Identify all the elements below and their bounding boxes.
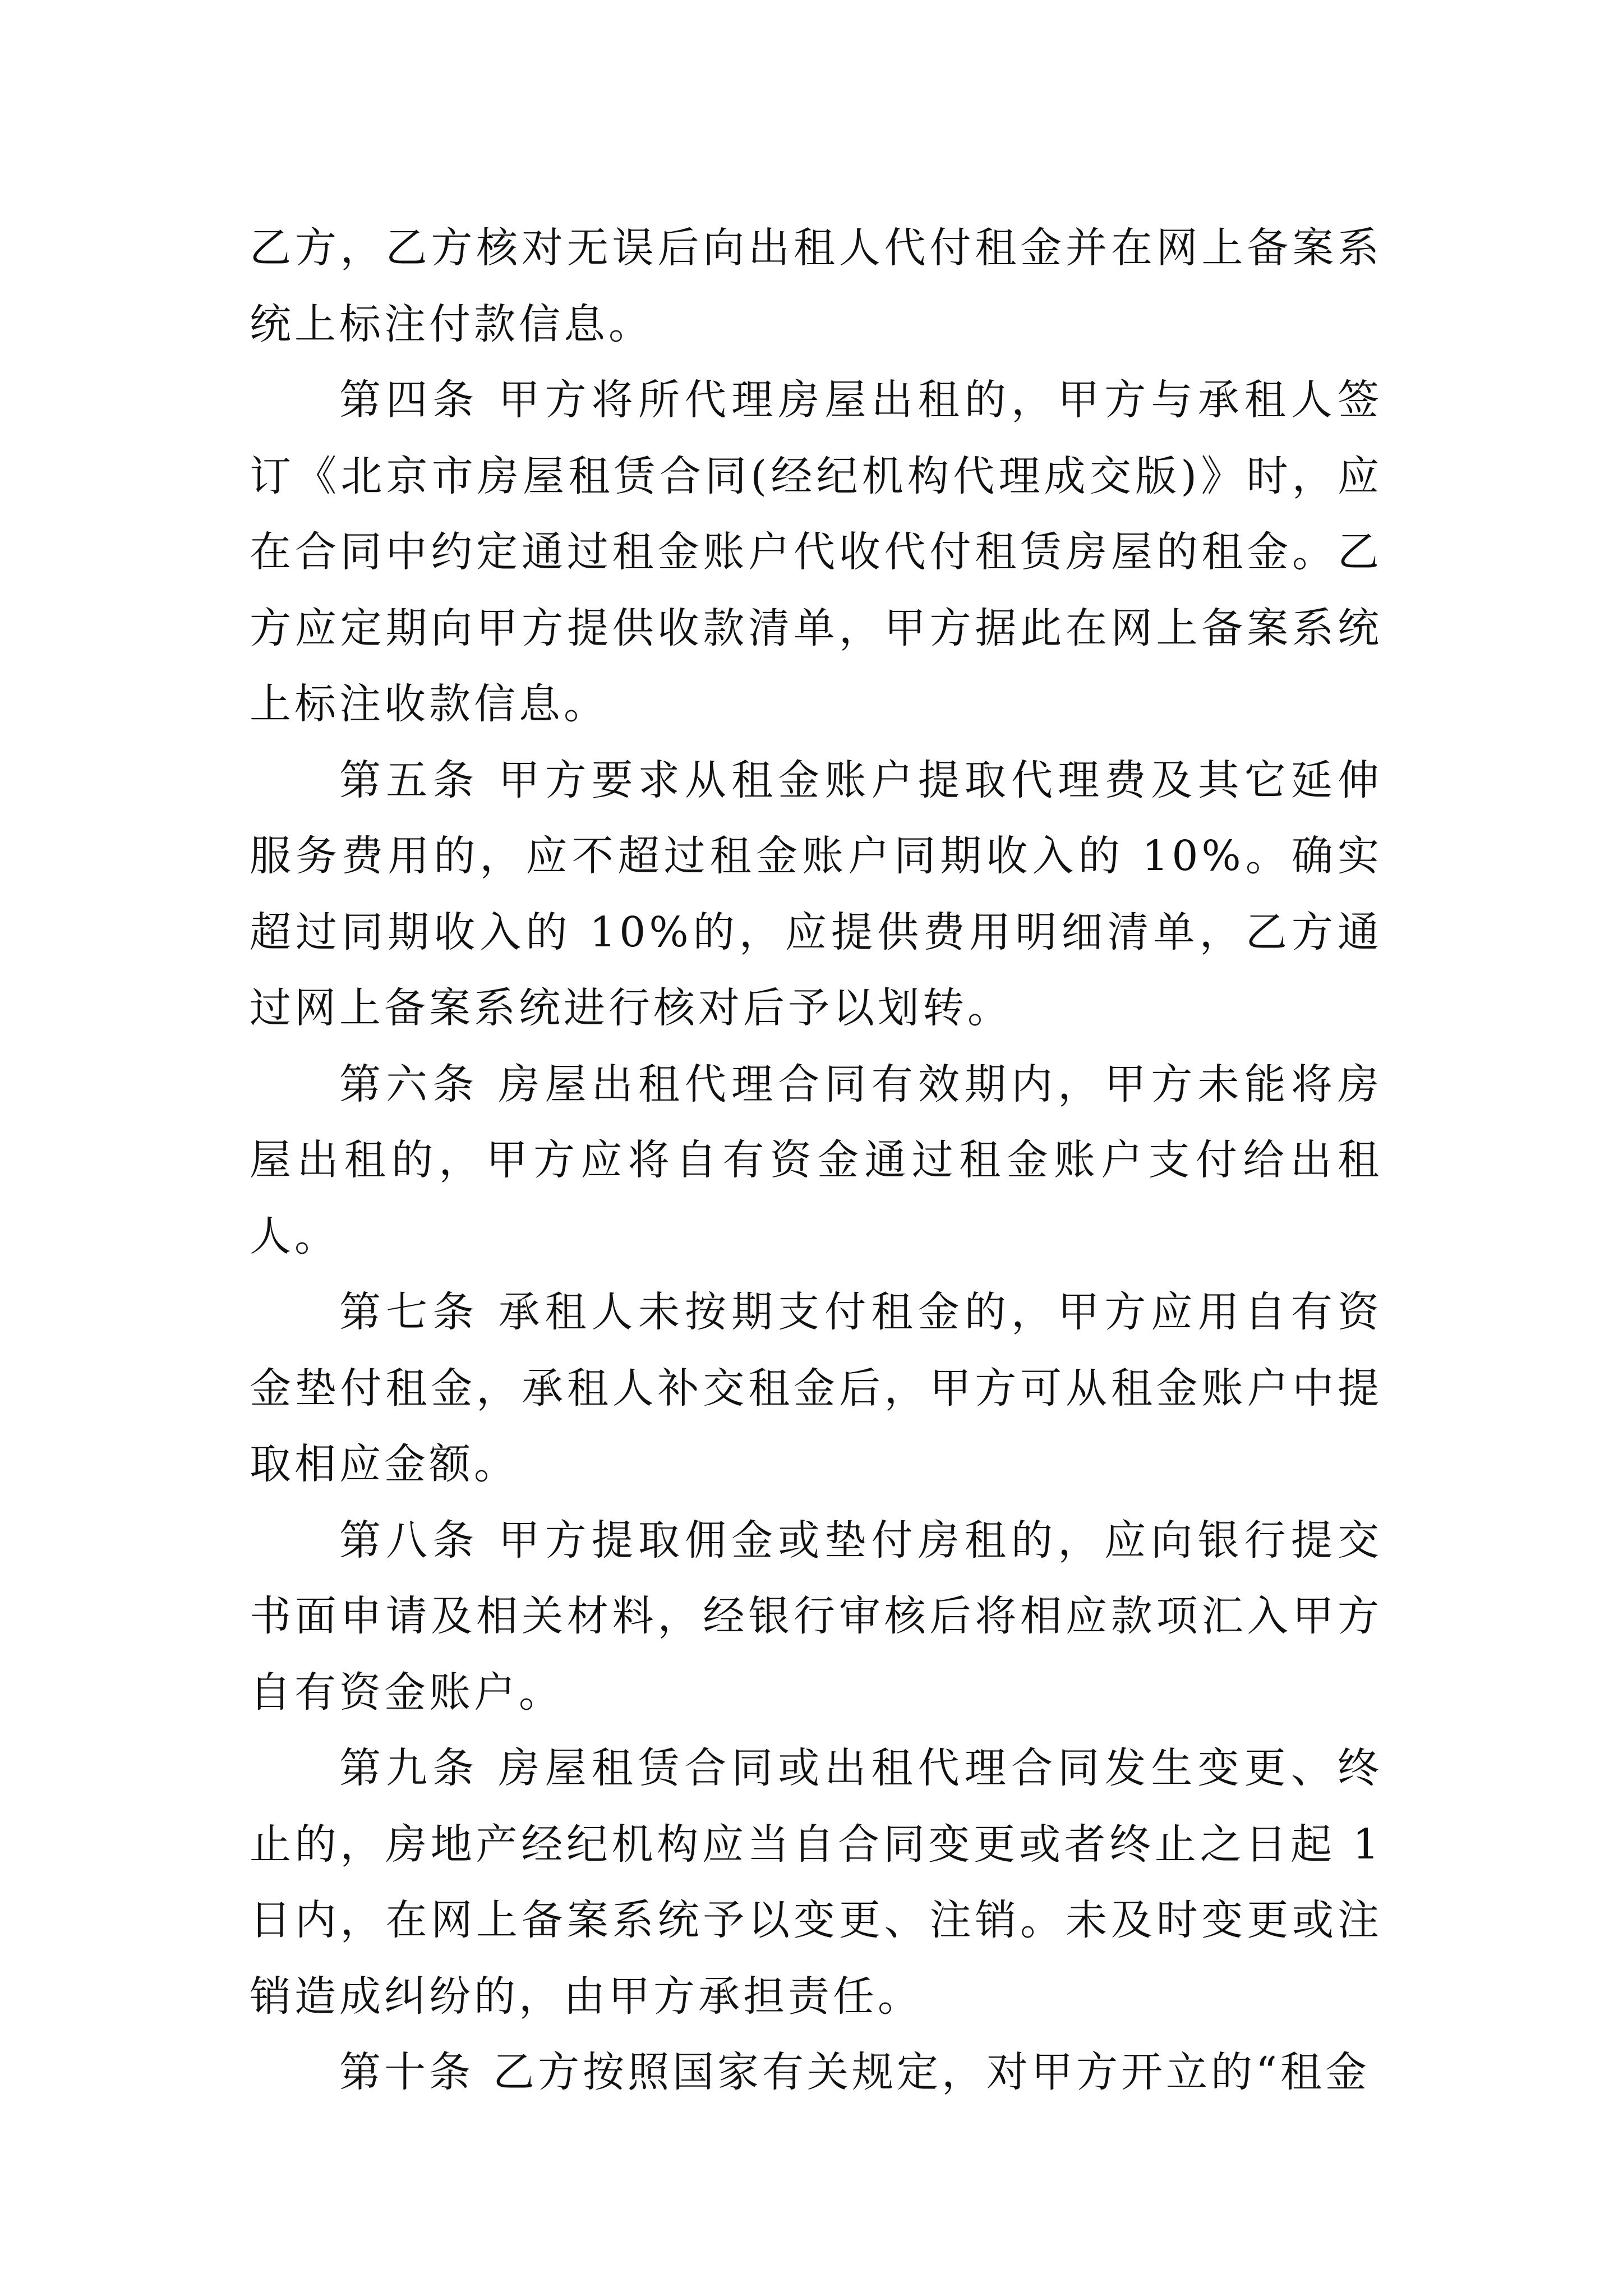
paragraph-text: 乙方，乙方核对无误后向出租人代付租金并在网上备案系统上标注付款信息。 xyxy=(250,224,1382,348)
article-9-paragraph xyxy=(250,1731,1382,2035)
paragraph-text: 房屋出租代理合同有效期内，甲方未能将房屋出租的，甲方应将自有资金通过租金账户支付给出租人。 xyxy=(250,1060,1383,1260)
article-7-paragraph xyxy=(250,1274,1382,1503)
paragraph-text: 房屋租赁合同或出租代理合同发生变更、终止的，房地产经纪机构应当自合同变更或者终止之日起 1 日内，在网上备案系统予以变更、注销。未及时变更或注销造成纠纷的，由甲方承担责任。 xyxy=(250,1744,1383,2021)
paragraph-continuation xyxy=(250,210,1382,362)
paragraph-text: 承租人未按期支付租金的，甲方应用自有资金垫付租金，承租人补交租金后，甲方可从租金账户中提取相应金额。 xyxy=(250,1288,1383,1488)
article-number: 第十条 xyxy=(339,2048,474,2096)
article-4-paragraph xyxy=(250,362,1382,743)
article-8-paragraph xyxy=(250,1503,1382,1731)
article-number: 第七条 xyxy=(339,1288,479,1336)
article-number: 第八条 xyxy=(339,1516,479,1565)
article-6-paragraph xyxy=(250,1047,1382,1275)
paragraph-text: 乙方按照国家有关规定，对甲方开立的“租金 xyxy=(493,2048,1370,2096)
document-body xyxy=(250,210,1382,2111)
paragraph-text: 甲方要求从租金账户提取代理费及其它延伸服务费用的，应不超过租金账户同期收入的 10%。确实超过同期收入的 10%的，应提供费用明细清单，乙方通过网上备案系统进行核对后予以划转。 xyxy=(250,756,1383,1032)
article-10-paragraph xyxy=(250,2035,1382,2111)
article-number: 第六条 xyxy=(339,1060,479,1108)
article-number: 第四条 xyxy=(339,376,479,424)
paragraph-text: 甲方提取佣金或垫付房租的，应向银行提交书面申请及相关材料，经银行审核后将相应款项汇入甲方自有资金账户。 xyxy=(250,1516,1383,1717)
article-5-paragraph xyxy=(250,743,1382,1047)
paragraph-text: 甲方将所代理房屋出租的，甲方与承租人签订《北京市房屋租赁合同(经纪机构代理成交版)》时，应在合同中约定通过租金账户代收代付租赁房屋的租金。乙方应定期向甲方提供收款清单，甲方据此在网上备案系统上标注收款信息。 xyxy=(250,376,1383,728)
article-number: 第九条 xyxy=(339,1744,479,1792)
article-number: 第五条 xyxy=(339,756,479,804)
